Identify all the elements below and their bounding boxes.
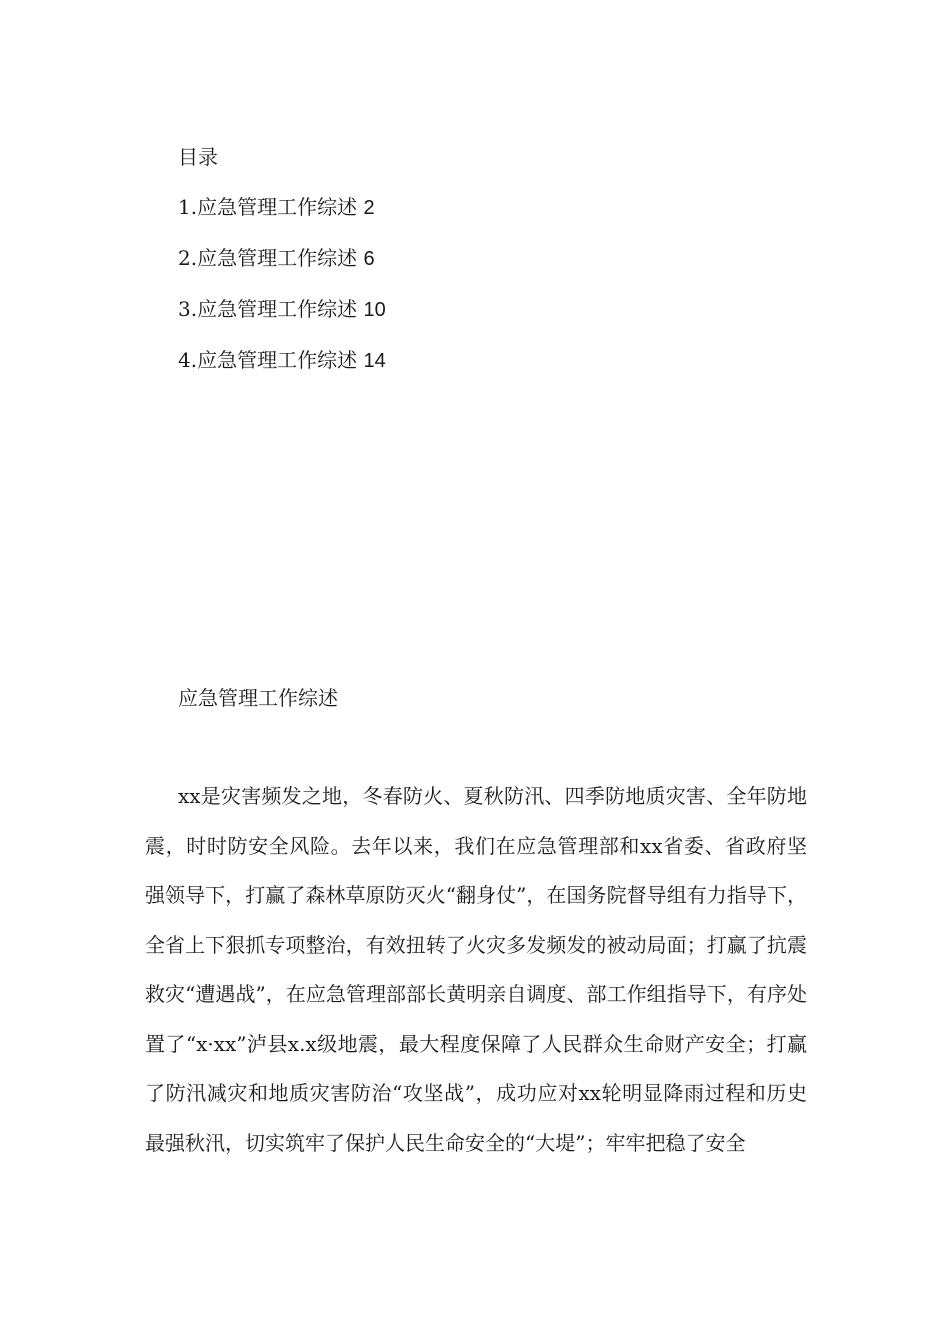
toc-item-label: 2.应急管理工作综述	[178, 246, 358, 270]
toc-title: 目录	[178, 145, 218, 169]
article-paragraph: xx是灾害频发之地，冬春防火、夏秋防汛、四季防地质灾害、全年防地震，时时防安全风险。去年以来，我们在应急管理部和xx省委、省政府坚强领导下，打赢了森林草原防灭火“翻身仗”，在国务院督导组有力指导下，全省上下狠抓专项整治，有效扭转了火灾多发频发的被动局面；打赢了抗震救灾“遭遇战”，在应急管理部部长黄明亲自调度、部工作组指导下，有序处置了“x·xx”泸县x.x级地震，最大程度保障了人民群众生命财产安全；打赢了防汛减灾和地质灾害防治“攻坚战”，成功应对xx轮明显降雨过程和历史最强秋汛，切实筑牢了保护人民生命安全的“大堤”；牢牢把稳了安全	[145, 784, 807, 1155]
toc-item-label: 3.应急管理工作综述	[178, 297, 358, 321]
toc-item-page: 6	[363, 248, 375, 270]
toc-item-2[interactable]	[178, 233, 386, 284]
toc-item-4[interactable]	[178, 335, 386, 386]
article-title: 应急管理工作综述	[178, 686, 338, 710]
toc-item-3[interactable]	[178, 284, 386, 335]
toc-item-page: 10	[363, 299, 386, 321]
toc-item-1[interactable]	[178, 182, 386, 233]
toc-item-label: 1.应急管理工作综述	[178, 195, 358, 219]
toc-item-page: 2	[363, 197, 375, 219]
table-of-contents	[178, 132, 386, 386]
toc-item-label: 4.应急管理工作综述	[178, 348, 358, 372]
toc-item-page: 14	[363, 350, 386, 372]
